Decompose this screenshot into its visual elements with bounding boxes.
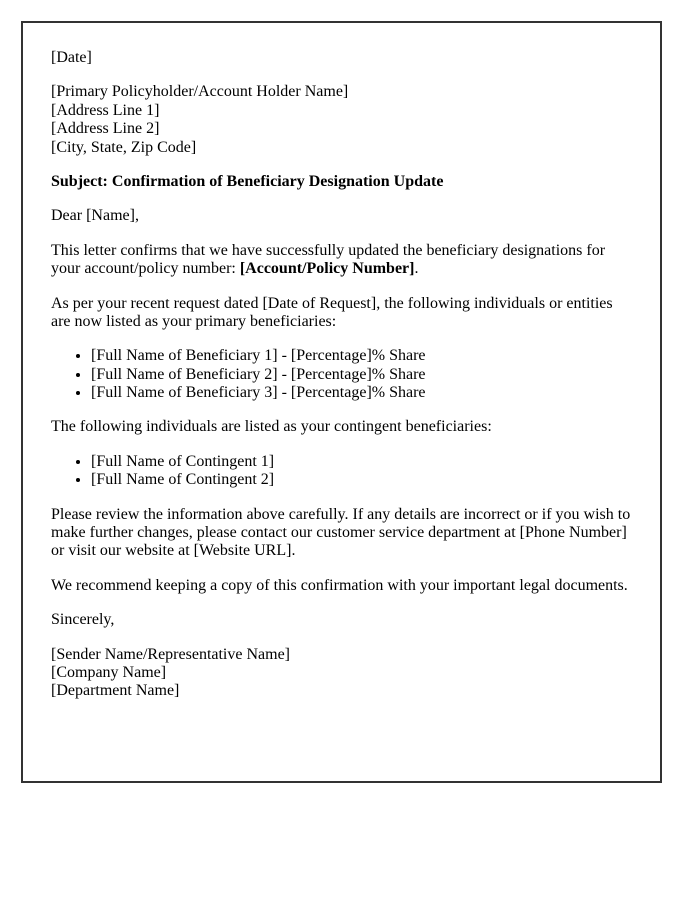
confirmation-text-end: . [414, 260, 419, 278]
account-policy-number-placeholder: [Account/Policy Number] [239, 260, 415, 278]
company-name-line: [Company Name] [51, 663, 167, 681]
contingent-beneficiaries-list [51, 453, 631, 490]
request-paragraph: As per your recent request dated [Date of Request], the following individuals or entities are now listed as your primary beneficiaries: [51, 294, 613, 330]
review-paragraph: Please review the information above carefully. If any details are incorrect or if you wish to make further changes, please contact our customer service department at [Phone Number] or visit our website at [Website URL]. [51, 505, 631, 560]
signature-block [51, 646, 631, 701]
contingent-beneficiary-item: • [Full Name of Contingent 2] [91, 471, 631, 489]
address-line-2: [Address Line 2] [51, 120, 160, 138]
primary-beneficiaries-list [51, 347, 631, 402]
recipient-address-block [51, 83, 631, 157]
recipient-name-line: [Primary Policyholder/Account Holder Name] [51, 83, 349, 101]
department-name-line: [Department Name] [51, 682, 180, 700]
salutation: Dear [Name], [51, 207, 139, 225]
contingent-beneficiary-item: • [Full Name of Contingent 1] [91, 453, 631, 471]
recommend-paragraph: We recommend keeping a copy of this confirmation with your important legal documents. [51, 576, 628, 594]
address-line-1: [Address Line 1] [51, 101, 160, 119]
confirmation-text: This letter confirms that we have successfully updated the beneficiary designations for your account/policy number: [51, 241, 606, 278]
closing: Sincerely, [51, 611, 115, 629]
date-placeholder: [Date] [51, 49, 92, 66]
city-state-zip-line: [City, State, Zip Code] [51, 138, 197, 156]
primary-beneficiary-item: • [Full Name of Beneficiary 1] - [Percentage]% Share [91, 347, 631, 365]
contingent-intro-paragraph: The following individuals are listed as your contingent beneficiaries: [51, 418, 492, 436]
subject-line: Subject: Confirmation of Beneficiary Designation Update [51, 172, 444, 190]
sender-name-line: [Sender Name/Representative Name] [51, 645, 291, 663]
primary-beneficiary-item: • [Full Name of Beneficiary 3] - [Percentage]% Share [91, 384, 631, 402]
primary-beneficiary-item: • [Full Name of Beneficiary 2] - [Percentage]% Share [91, 366, 631, 384]
letter-page [21, 21, 662, 783]
confirmation-paragraph [51, 242, 631, 279]
